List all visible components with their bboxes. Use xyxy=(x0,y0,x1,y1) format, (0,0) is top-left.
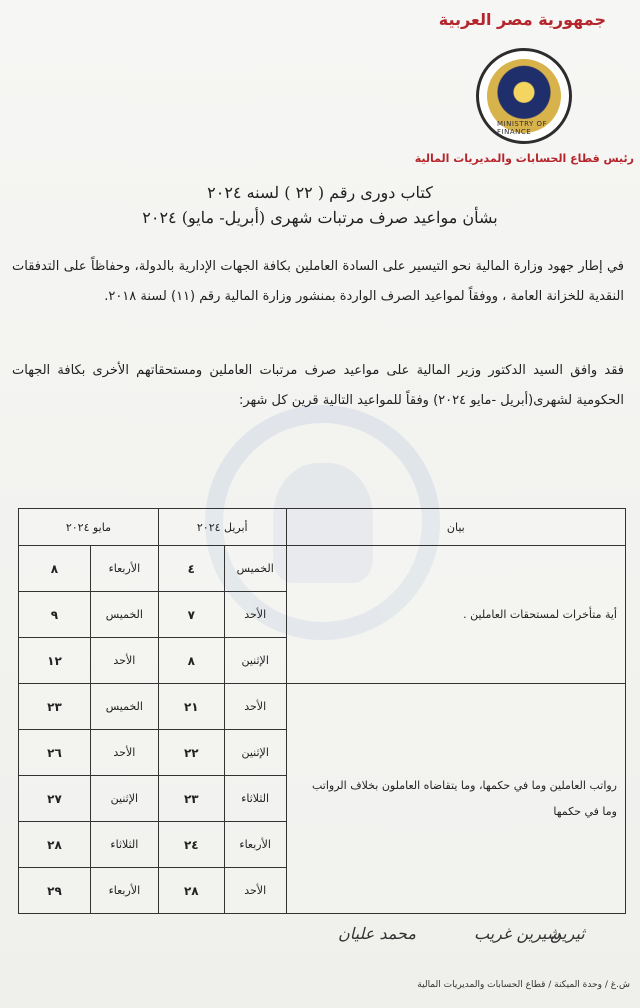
signature-2: شيرين غريب xyxy=(474,924,561,943)
april-day: الأحد xyxy=(224,592,286,638)
may-day: الأحد xyxy=(90,730,158,776)
signature-3: ثيرين xyxy=(550,924,585,943)
april-day: الإثنين xyxy=(224,638,286,684)
may-day: الخميس xyxy=(90,592,158,638)
april-date: ٢٨ xyxy=(158,868,224,914)
april-day: الأربعاء xyxy=(224,822,286,868)
may-day: الإثنين xyxy=(90,776,158,822)
header-may: مايو ٢٠٢٤ xyxy=(19,509,159,546)
april-day: الخميس xyxy=(224,546,286,592)
paragraph-approval: فقد وافق السيد الدكتور وزير المالية على مواعيد صرف مرتبات العاملين ومستحقاتهم الأخرى بكافة الجهات الحكومية لشهرى(أبريل -مايو ٢٠٢٤) وفقاً للمواعيد التالية قرين كل شهر: xyxy=(12,363,624,408)
may-day: الثلاثاء xyxy=(90,822,158,868)
april-date: ٧ xyxy=(158,592,224,638)
document-subject: بشأن مواعيد صرف مرتبات شهرى (أبريل- مايو) ٢٠٢٤ xyxy=(142,208,498,227)
april-date: ٢٤ xyxy=(158,822,224,868)
may-date: ٢٨ xyxy=(19,822,91,868)
footer-reference: ش.غ / وحدة الميكنة / قطاع الحسابات والمديريات المالية xyxy=(417,980,630,990)
may-date: ٢٣ xyxy=(19,684,91,730)
april-date: ٢١ xyxy=(158,684,224,730)
logo-ring-text: MINISTRY OF FINANCE xyxy=(497,120,548,136)
april-day: الثلاثاء xyxy=(224,776,286,822)
april-day: الأحد xyxy=(224,868,286,914)
header-description: بيان xyxy=(286,509,625,546)
may-day: الأحد xyxy=(90,638,158,684)
table-row xyxy=(19,684,626,730)
ministry-logo xyxy=(476,48,572,144)
april-date: ٨ xyxy=(158,638,224,684)
april-day: الإثنين xyxy=(224,730,286,776)
may-day: الأربعاء xyxy=(90,546,158,592)
sector-heading: رئيس قطاع الحسابات والمديريات المالية xyxy=(414,152,634,165)
salary-schedule-table xyxy=(18,508,626,914)
country-heading: جمهورية مصر العربية xyxy=(438,10,606,29)
may-date: ٨ xyxy=(19,546,91,592)
table-header-row xyxy=(19,509,626,546)
arrears-note: أية متأخرات لمستحقات العاملين . xyxy=(286,546,625,684)
may-date: ١٢ xyxy=(19,638,91,684)
salaries-note: رواتب العاملين وما في حكمها، وما يتقاضاه العاملون بخلاف الرواتب وما في حكمها xyxy=(286,684,625,914)
may-date: ٩ xyxy=(19,592,91,638)
table-row xyxy=(19,546,626,592)
may-date: ٢٧ xyxy=(19,776,91,822)
april-date: ٢٢ xyxy=(158,730,224,776)
april-date: ٢٣ xyxy=(158,776,224,822)
paragraph-intro: في إطار جهود وزارة المالية نحو التيسير على السادة العاملين بكافة الجهات الإدارية بالدولة، وحفاظاً على التدفقات النقدية للخزانة العامة ، ووفقاً لمواعيد الصرف الواردة بمنشور وزارة المالية رقم (١١) لسنة ٢٠١٨. xyxy=(12,259,624,304)
header-april: أبريل ٢٠٢٤ xyxy=(158,509,286,546)
april-day: الأحد xyxy=(224,684,286,730)
may-day: الأربعاء xyxy=(90,868,158,914)
document-title: كتاب دورى رقم ( ٢٢ ) لسنه ٢٠٢٤ xyxy=(207,183,433,202)
april-date: ٤ xyxy=(158,546,224,592)
signature-1: محمد عليان xyxy=(338,924,416,943)
may-date: ٢٦ xyxy=(19,730,91,776)
may-day: الخميس xyxy=(90,684,158,730)
may-date: ٢٩ xyxy=(19,868,91,914)
